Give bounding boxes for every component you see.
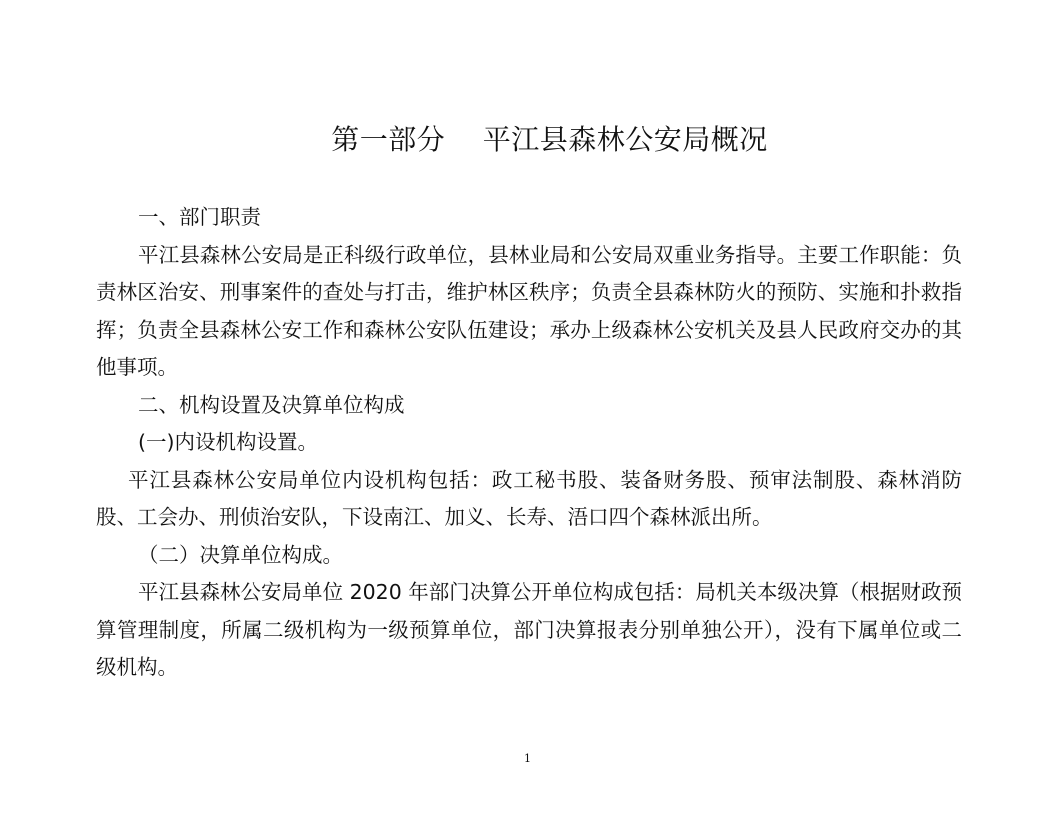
page-number: 1 [524,752,531,765]
subsection-heading-units: （二）决算单位构成。 [138,542,343,567]
section-heading-duties: 一、部门职责 [138,205,261,229]
document-body [96,199,962,687]
paragraph-internal: 平江县森林公安局单位内设机构包括：政工秘书股、装备财务股、预审法制股、森林消防股、工会办、刑侦治安队，下设南江、加义、长寿、浯口四个森林派出所。 [96,467,962,529]
paragraph-units: 平江县森林公安局单位 2020 年部门决算公开单位构成包括：局机关本级决算（根据财政预算管理制度，所属二级机构为一级预算单位，部门决算报表分别单独公开），没有下属单位或二级机构。 [96,580,962,679]
section-heading-structure: 二、机构设置及决算单位构成 [138,392,405,417]
subsection-heading-internal: (一)内设机构设置。 [138,430,318,454]
page-title: 第一部分 平江县森林公安局概况 [331,123,768,156]
paragraph-duties: 平江县森林公安局是正科级行政单位，县林业局和公安局双重业务指导。主要工作职能：负责林区治安、刑事案件的查处与打击，维护林区秩序；负责全县森林防火的预防、实施和扑救指挥；负责全县森林公安工作和森林公安队伍建设；承办上级森林公安机关及县人民政府交办的其他事项。 [96,242,962,379]
